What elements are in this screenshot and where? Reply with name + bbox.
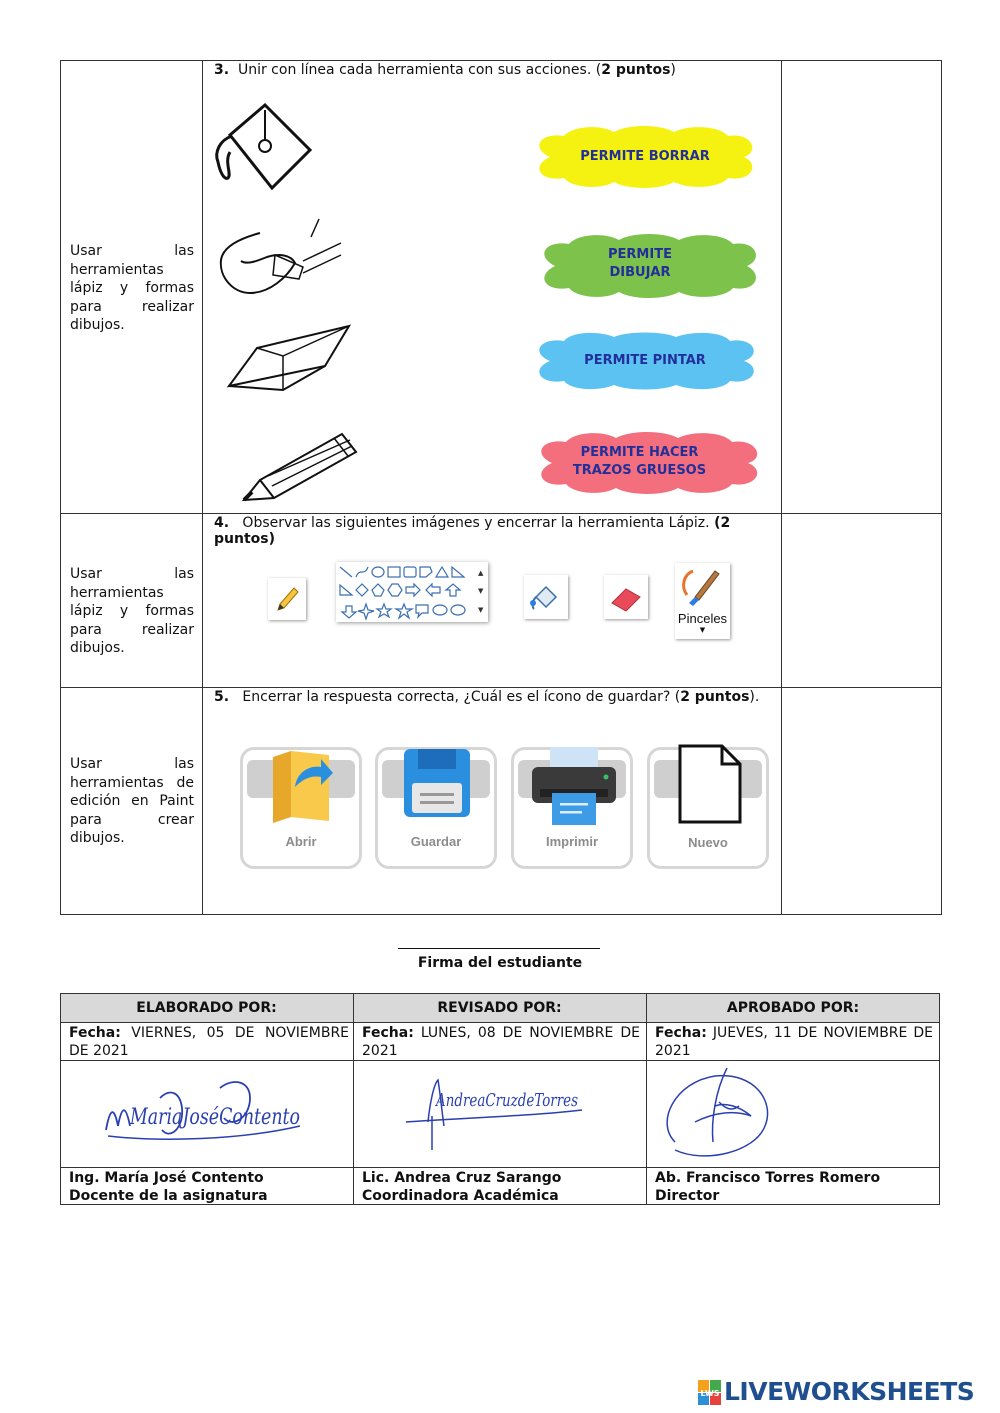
divider bbox=[781, 60, 782, 915]
svg-text:▲: ▲ bbox=[478, 569, 484, 577]
brush-icon bbox=[215, 215, 345, 300]
question-5: 5. Encerrar la respuesta correcta, ¿Cuál es el ícono de guardar? (2 puntos). bbox=[214, 689, 760, 705]
logo-letters: LWS bbox=[700, 1389, 720, 1398]
new-document-icon bbox=[676, 742, 744, 826]
header-revisado: REVISADO POR: bbox=[437, 1000, 562, 1016]
new-button-label: Nuevo bbox=[688, 835, 728, 850]
svg-text:▼: ▼ bbox=[478, 587, 484, 595]
date-elaborado: Fecha: VIERNES, 05 DE NOVIEMBRE DE 2021 bbox=[69, 1025, 350, 1059]
floppy-disk-icon bbox=[402, 747, 472, 819]
logo-icon bbox=[698, 1380, 722, 1406]
brushes-label: Pinceles bbox=[677, 611, 728, 626]
objective-text: Usar las herramientas de edición en Paint para crear dibujos. bbox=[70, 756, 194, 846]
paint-bucket-icon bbox=[210, 100, 320, 195]
objective-text: Usar las herramientas lápiz y formas para realizar dibujos. bbox=[70, 243, 194, 333]
question-4: 4. Observar las siguientes imágenes y encerrar la herramienta Lápiz. (2 puntos) bbox=[214, 515, 731, 547]
action-label: PERMITE PINTAR bbox=[584, 353, 706, 368]
signature-torres bbox=[655, 1062, 780, 1166]
liveworksheets-logo[interactable] bbox=[698, 1377, 994, 1409]
divider bbox=[646, 993, 647, 1205]
open-button-label: Abrir bbox=[285, 834, 317, 849]
svg-text:▼: ▼ bbox=[478, 606, 484, 614]
divider bbox=[353, 993, 354, 1205]
pencil-icon bbox=[268, 578, 306, 620]
printer-icon bbox=[524, 747, 624, 827]
divider bbox=[60, 1167, 940, 1168]
chevron-down-icon: ▼ bbox=[699, 626, 706, 634]
objective-text: Usar las herramientas lápiz y formas para realizar dibujos. bbox=[70, 566, 194, 656]
brand-name: LIVEWORKSHEETS bbox=[724, 1377, 975, 1406]
pencil-tool[interactable] bbox=[268, 578, 306, 620]
name-elaborado: Ing. María José Contento Docente de la asignatura bbox=[69, 1170, 268, 1204]
date-revisado: Fecha: LUNES, 08 DE NOVIEMBRE DE 2021 bbox=[362, 1025, 640, 1059]
save-button[interactable] bbox=[375, 747, 497, 869]
save-button-label: Guardar bbox=[410, 834, 462, 849]
print-button[interactable] bbox=[511, 747, 633, 869]
print-button-label: Imprimir bbox=[545, 834, 598, 849]
new-button[interactable] bbox=[647, 747, 769, 869]
eraser-icon bbox=[225, 318, 355, 398]
signature-contento bbox=[100, 1068, 310, 1154]
open-button[interactable] bbox=[240, 747, 362, 869]
divider bbox=[60, 1060, 940, 1061]
fill-tool[interactable] bbox=[524, 575, 568, 619]
pencil-icon bbox=[238, 428, 363, 508]
header-aprobado: APROBADO POR: bbox=[726, 1000, 860, 1016]
divider bbox=[60, 513, 942, 514]
divider bbox=[60, 1022, 940, 1023]
signature-line bbox=[398, 948, 600, 949]
date-aprobado: Fecha: JUEVES, 11 DE NOVIEMBRE DE 2021 bbox=[655, 1025, 934, 1059]
folder-icon bbox=[267, 747, 337, 827]
signature-label: Firma del estudiante bbox=[417, 955, 583, 971]
paint-bucket-icon bbox=[524, 575, 568, 619]
action-label: PERMITE BORRAR bbox=[580, 149, 710, 164]
eraser-tool[interactable] bbox=[604, 575, 648, 619]
signature-text: MariaJoséContento bbox=[129, 1105, 300, 1130]
signature-cruz bbox=[402, 1072, 592, 1152]
signature-text: AndreaCruzdeTorres bbox=[434, 1090, 578, 1111]
header-elaborado: ELABORADO POR: bbox=[136, 1000, 277, 1016]
question-3: 3. Unir con línea cada herramienta con sus acciones. (2 puntos) bbox=[214, 62, 676, 78]
name-aprobado: Ab. Francisco Torres Romero Director bbox=[655, 1170, 881, 1204]
shapes-gallery[interactable] bbox=[336, 562, 488, 622]
brushes-tool[interactable] bbox=[675, 563, 730, 639]
shapes-icon bbox=[336, 562, 488, 622]
name-revisado: Lic. Andrea Cruz Sarango Coordinadora Académica bbox=[362, 1170, 562, 1204]
eraser-icon bbox=[604, 575, 648, 619]
divider bbox=[202, 60, 203, 915]
brush-icon bbox=[675, 563, 730, 609]
action-label: PERMITE HACER TRAZOS GRUESOS bbox=[572, 445, 707, 478]
divider bbox=[60, 687, 942, 688]
action-label: PERMITE DIBUJAR bbox=[608, 247, 672, 280]
